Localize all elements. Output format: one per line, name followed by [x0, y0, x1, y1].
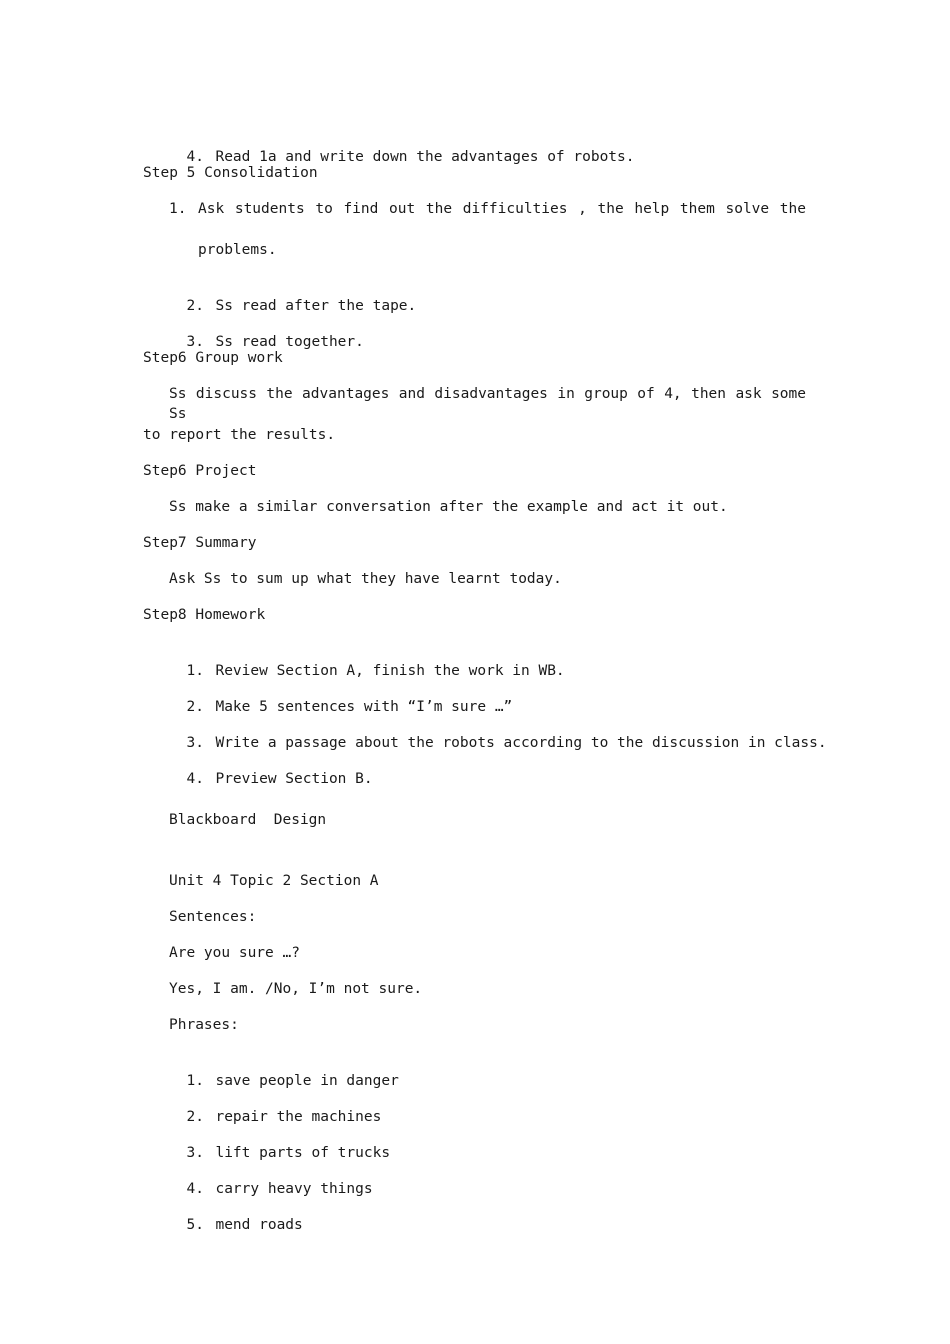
item-text: carry heavy things: [215, 1181, 373, 1197]
paragraph-line: Ask Ss to sum up what they have learnt today.: [169, 571, 562, 587]
item-number: 2.: [186, 1109, 204, 1125]
paragraph-line: to report the results.: [143, 427, 336, 443]
item-number: 1.: [186, 1073, 204, 1089]
item-number: 3.: [186, 1145, 204, 1161]
item-number: 5.: [186, 1217, 204, 1233]
item-number: 4.: [186, 149, 204, 165]
list-item: [169, 677, 512, 717]
item-text: Read 1a and write down the advantages of robots.: [215, 149, 635, 165]
list-item: [169, 127, 635, 167]
list-item: [169, 713, 827, 753]
item-text: Preview Section B.: [215, 771, 373, 787]
item-number: 3.: [186, 735, 204, 751]
unit-title: Unit 4 Topic 2 Section A: [169, 873, 379, 889]
item-text: lift parts of trucks: [215, 1145, 391, 1161]
sentence: Are you sure …?: [169, 945, 300, 961]
step7-heading: Step7 Summary: [143, 535, 257, 551]
item-text-continuation: problems.: [198, 242, 277, 258]
item-number: 4.: [186, 771, 204, 787]
list-item: [169, 1159, 373, 1199]
step5-heading: Step 5 Consolidation: [143, 165, 318, 181]
item-number: 4.: [186, 1181, 204, 1197]
item-text: Ss read together.: [215, 334, 364, 350]
list-item: [169, 1195, 303, 1235]
paragraph-line: Ss make a similar conversation after the example and act it out.: [169, 499, 728, 515]
phrases-label: Phrases:: [169, 1017, 239, 1033]
list-item: [169, 1051, 399, 1091]
blackboard-title: Blackboard Design: [169, 812, 327, 828]
item-text: Write a passage about the robots according to the discussion in class.: [215, 735, 827, 751]
step6-project-heading: Step6 Project: [143, 463, 257, 479]
item-text: Review Section A, finish the work in WB.: [215, 663, 565, 679]
item-number: 2.: [186, 699, 204, 715]
step8-heading: Step8 Homework: [143, 607, 266, 623]
step6-group-heading: Step6 Group work: [143, 350, 283, 366]
list-item: [169, 641, 565, 681]
item-text: repair the machines: [215, 1109, 382, 1125]
list-item: [169, 749, 373, 789]
item-number: 1.: [186, 663, 204, 679]
list-item: [169, 312, 364, 352]
item-number: 2.: [186, 298, 204, 314]
sentence: Yes, I am. /No, I’m not sure.: [169, 981, 423, 997]
item-text: Ss read after the tape.: [215, 298, 417, 314]
item-text: mend roads: [215, 1217, 303, 1233]
list-item: [169, 1087, 381, 1127]
item-text: save people in danger: [215, 1073, 399, 1089]
item-text: Ask students to find out the difficulties , the help them solve the: [198, 201, 806, 217]
list-item: [169, 276, 416, 316]
item-text: Make 5 sentences with “I’m sure …”: [215, 699, 513, 715]
sentences-label: Sentences:: [169, 909, 257, 925]
paragraph-line: Ss discuss the advantages and disadvantages in group of 4, then ask some Ss: [169, 386, 806, 422]
item-number: 3.: [186, 334, 204, 350]
list-item: [169, 1123, 390, 1163]
item-number: 1.: [169, 201, 187, 217]
